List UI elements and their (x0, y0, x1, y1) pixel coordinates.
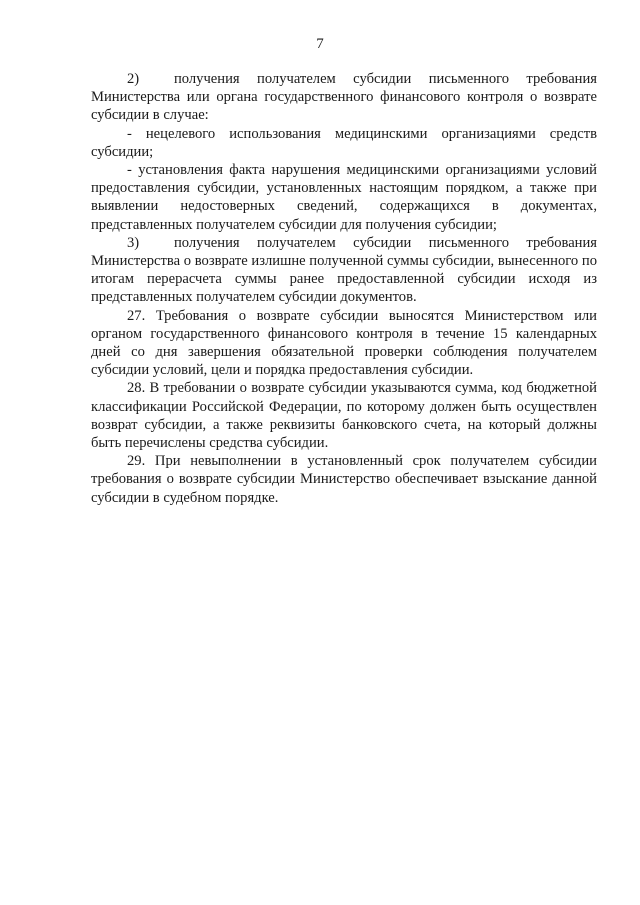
paragraph-item-2: 2) получения получателем субсидии письменного требования Министерства или органа государственного финансового контроля о возврате субсидии в случае: (91, 71, 597, 124)
paragraph-29: 29. При невыполнении в установленный срок получателем субсидии требования о возврате субсидии Министерство обеспечивает взыскание данной субсидии в судебном порядке. (91, 453, 597, 506)
paragraph-item-3: 3) получения получателем субсидии письменного требования Министерства о возврате излишне полученной суммы субсидии, вынесенного по итогам перерасчета суммы ранее предоставленной субсидии исходя из представленных получателем субсидии документов. (91, 234, 597, 306)
paragraph-violation-of-conditions: - установления факта нарушения медицинскими организациями условий предоставления субсидии, установленных настоящим порядком, а также при выявлении недостоверных сведений, содержащихся в документах, представленных получателем субсидии для получения субсидии; (91, 162, 597, 233)
document-body (91, 70, 597, 507)
paragraph-28: 28. В требовании о возврате субсидии указываются сумма, код бюджетной классификации Российской Федерации, по которому должен быть осуществлен возврат субсидии, а также реквизиты банковского счета, на который должны быть перечислены средства субсидии. (91, 380, 597, 452)
page-number: 7 (316, 36, 324, 52)
paragraph-misuse-of-funds: - нецелевого использования медицинскими организациями средств субсидии; (91, 125, 597, 160)
paragraph-27: 27. Требования о возврате субсидии выносятся Министерством или органом государственного финансового контроля в течение 15 календарных дней со дня завершения обязательной проверки соблюдения получателем субсидии условий, цели и порядка предоставления субсидии. (91, 307, 597, 379)
